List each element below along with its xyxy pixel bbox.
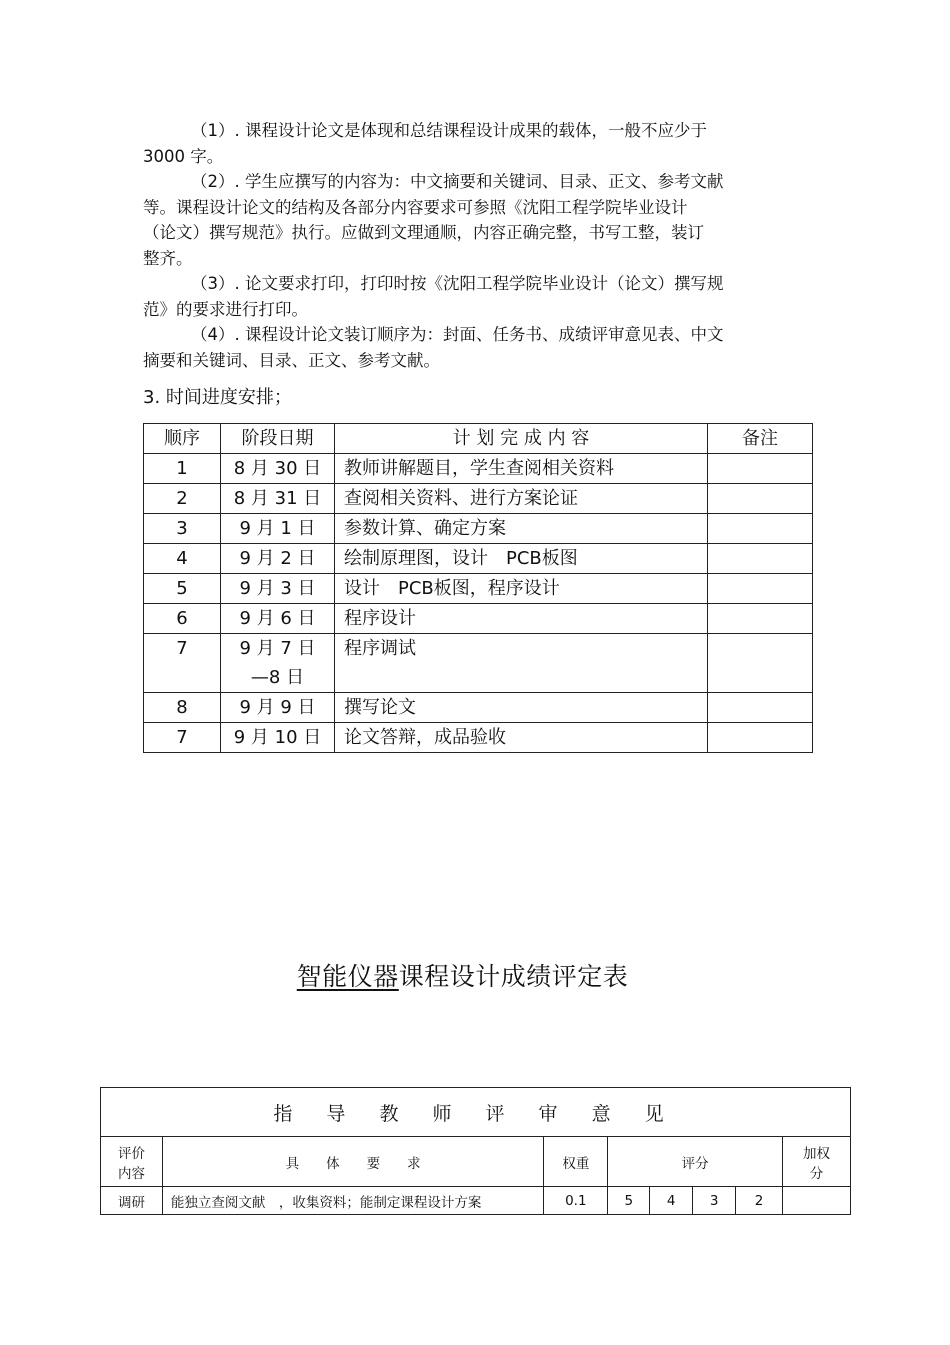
row-order: 8 — [144, 693, 221, 723]
row-score-option: 3 — [693, 1187, 736, 1215]
table-row — [144, 574, 813, 604]
schedule-table — [143, 423, 813, 753]
grade-form-title — [0, 957, 925, 993]
row-order: 3 — [144, 514, 221, 544]
row-content: 程序调试 — [335, 634, 708, 693]
header-content: 计 划 完 成 内 容 — [335, 424, 708, 454]
table-row — [144, 634, 813, 693]
row-date: 9 月 9 日 — [221, 693, 335, 723]
row-score-option: 4 — [650, 1187, 693, 1215]
row-content: 查阅相关资料、进行方案论证 — [335, 484, 708, 514]
paragraph-4: （4）. 课程设计论文装订顺序为：封面、任务书、成绩评审意见表、中文 摘要和关键词、目录、正文、参考文献。 — [143, 325, 724, 370]
header-date: 阶段日期 — [221, 424, 335, 454]
row-content: 教师讲解题目，学生查阅相关资料 — [335, 454, 708, 484]
row-score-option: 2 — [736, 1187, 783, 1215]
section-header: 指 导 教 师 评 审 意 见 — [101, 1088, 851, 1137]
row-note — [708, 723, 813, 753]
table-row — [144, 454, 813, 484]
row-date — [221, 634, 335, 693]
table-row — [144, 514, 813, 544]
grade-column-header-row — [101, 1137, 851, 1187]
row-order: 7 — [144, 723, 221, 753]
row-date: 9 月 6 日 — [221, 604, 335, 634]
row-date: 9 月 10 日 — [221, 723, 335, 753]
col-score: 评分 — [608, 1137, 783, 1187]
row-date: 9 月 2 日 — [221, 544, 335, 574]
row-score-option: 5 — [608, 1187, 650, 1215]
col-requirements: 具 体 要 求 — [162, 1137, 543, 1187]
row-date-end: —8 日 — [250, 667, 305, 688]
row-content: 撰写论文 — [335, 693, 708, 723]
row-content: 参数计算、确定方案 — [335, 514, 708, 544]
paragraph-2: （2）. 学生应撰写的内容为：中文摘要和关键词、目录、正文、参考文献 等。课程设计论文的结构及各部分内容要求可参照《沈阳工程学院毕业设计 （论文）撰写规范》执行。应做到文理通顺，内容正确完整，书写工整，装订 整齐。 — [143, 172, 724, 268]
row-note — [708, 544, 813, 574]
grade-section-header-row — [101, 1088, 851, 1137]
row-content: 设计 PCB板图，程序设计 — [335, 574, 708, 604]
row-date: 8 月 31 日 — [221, 484, 335, 514]
row-note — [708, 514, 813, 544]
row-requirement: 能独立查阅文献 ，收集资料；能制定课程设计方案 — [162, 1187, 543, 1215]
row-note — [708, 693, 813, 723]
header-order: 顺序 — [144, 424, 221, 454]
schedule-heading: 3. 时间进度安排； — [143, 387, 292, 408]
row-content: 绘制原理图，设计 PCB板图 — [335, 544, 708, 574]
table-row — [144, 544, 813, 574]
col-weight: 权重 — [544, 1137, 608, 1187]
row-order: 5 — [144, 574, 221, 604]
table-row — [144, 693, 813, 723]
row-note — [708, 604, 813, 634]
grade-table — [100, 1087, 851, 1215]
row-note — [708, 574, 813, 604]
row-weighted-score — [783, 1187, 851, 1215]
row-content: 论文答辩，成品验收 — [335, 723, 708, 753]
col-weighted: 加权 分 — [783, 1137, 851, 1187]
col-item: 评价 内容 — [101, 1137, 163, 1187]
row-note — [708, 634, 813, 693]
row-item: 调研 — [101, 1187, 163, 1215]
schedule-header-row — [144, 424, 813, 454]
row-note — [708, 484, 813, 514]
requirements-paragraphs — [143, 118, 768, 373]
row-weight: 0.1 — [544, 1187, 608, 1215]
form-name: 课程设计成绩评定表 — [398, 962, 629, 991]
row-order: 4 — [144, 544, 221, 574]
row-order: 1 — [144, 454, 221, 484]
paragraph-1: （1）. 课程设计论文是体现和总结课程设计成果的载体，一般不应少于 3000 字。 — [143, 121, 707, 166]
row-content: 程序设计 — [335, 604, 708, 634]
row-date-start: 9 月 7 日 — [239, 638, 316, 659]
row-order: 2 — [144, 484, 221, 514]
paragraph-3: （3）. 论文要求打印，打印时按《沈阳工程学院毕业设计（论文）撰写规 范》的要求进行打印。 — [143, 274, 724, 319]
table-row — [144, 604, 813, 634]
row-order: 7 — [144, 634, 221, 693]
row-order: 6 — [144, 604, 221, 634]
row-date: 9 月 1 日 — [221, 514, 335, 544]
table-row — [101, 1187, 851, 1215]
course-name: 智能仪器 — [296, 962, 399, 991]
header-note: 备注 — [708, 424, 813, 454]
table-row — [144, 484, 813, 514]
table-row — [144, 723, 813, 753]
row-date: 9 月 3 日 — [221, 574, 335, 604]
row-note — [708, 454, 813, 484]
row-date: 8 月 30 日 — [221, 454, 335, 484]
